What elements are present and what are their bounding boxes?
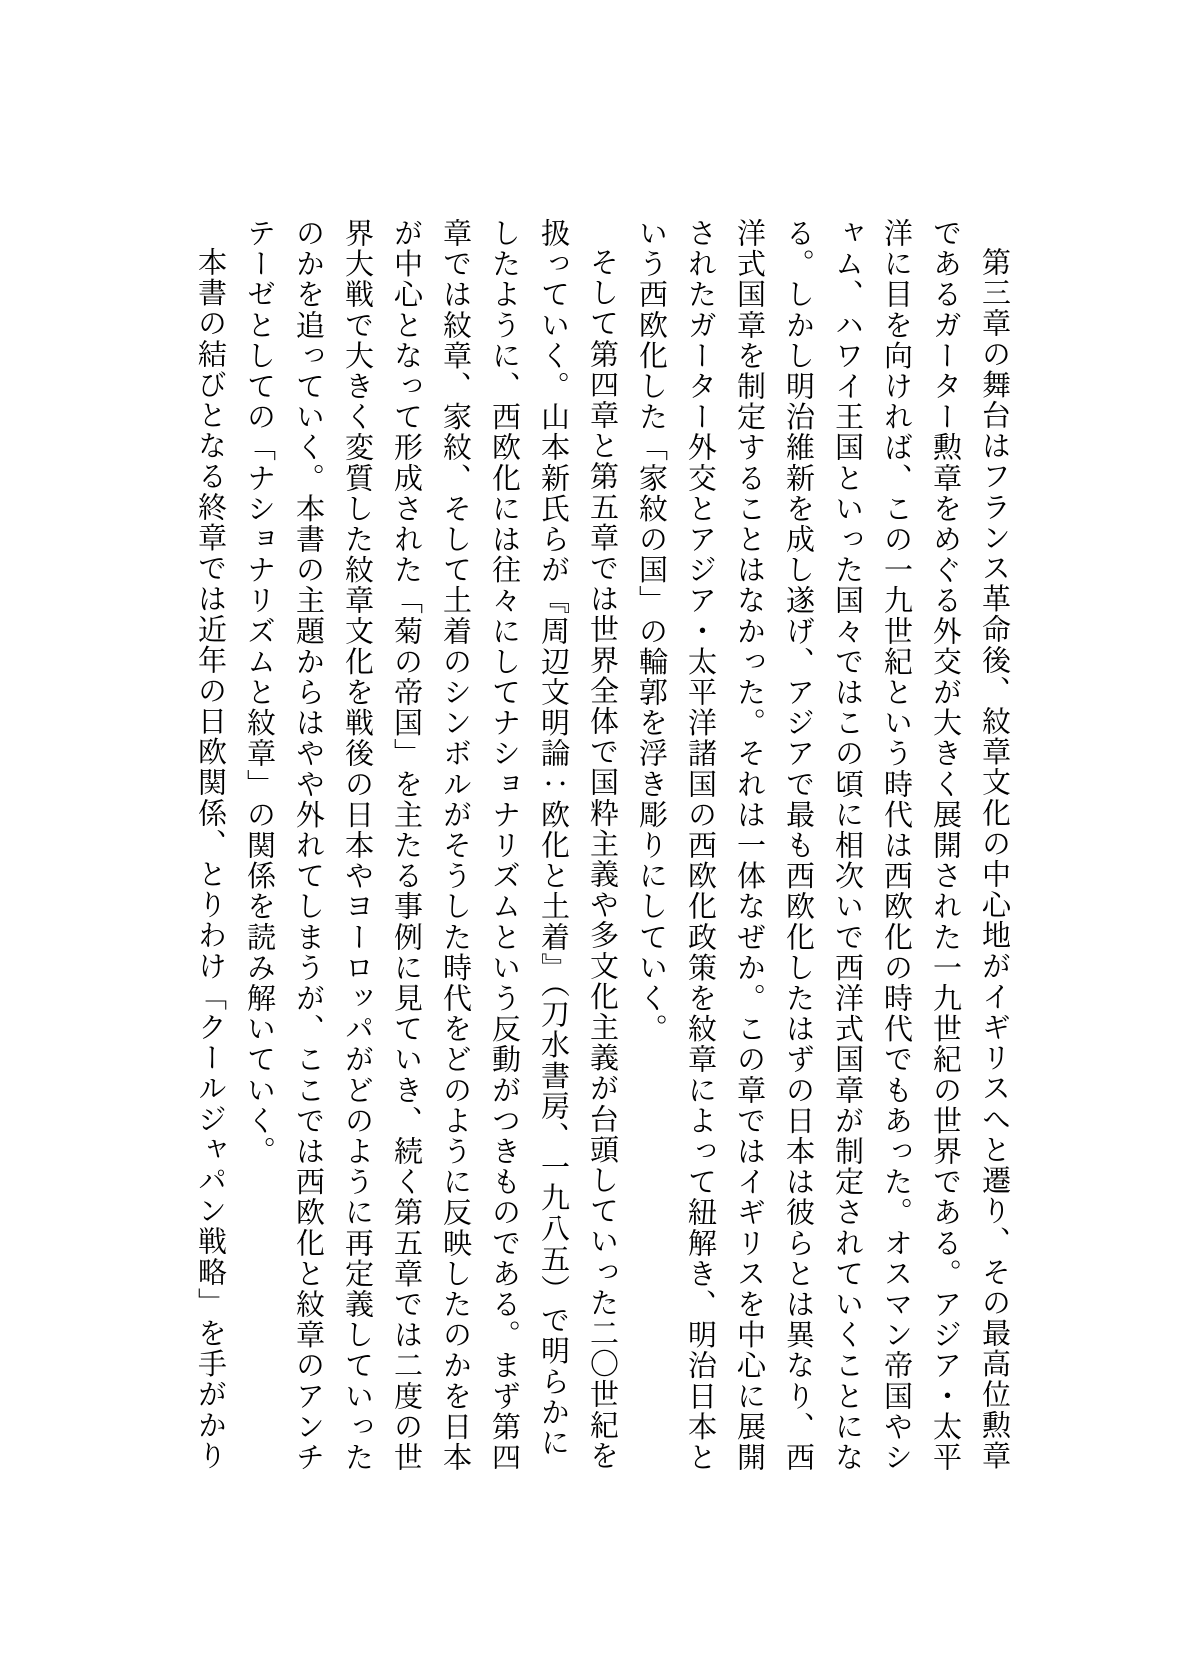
paragraph-chapter-3: 第三章の舞台はフランス革命後、紋章文化の中心地がイギリスへと遷り、その最高位勲章であるガーター勲章をめぐる外交が大きく展開された一九世紀の世界である。アジア・太平洋に目を向ければ、この一九世紀という時代は西欧化の時代でもあった。オスマン帝国やシャム、ハワイ王国といった国々ではこの頃に相次いで西洋式国章が制定されていくことになる。しかし明治維新を成し遂げ、アジアで最も西欧化したはずの日本は彼らとは異なり、西洋式国章を制定することはなかった。それは一体なぜか。この章ではイギリスを中心に展開されたガーター外交とアジア・太平洋諸国の西欧化政策を紋章によって紐解き、明治日本という西欧化した「家紋の国」の輪郭を浮き彫りにしていく。 — [635, 218, 1010, 1473]
paragraph-final-chapter: 本書の結びとなる終章では近年の日欧関係、とりわけ「クールジャパン戦略」を手がかり — [194, 247, 226, 1471]
paragraph-chapters-4-5: そして第四章と第五章では世界全体で国粋主義や多文化主義が台頭していった二〇世紀を扱っていく。山本新氏らが『周辺文明論：欧化と土着』（刀水書房、一九八五）で明らかにしたように、西欧化には往々にしてナショナリズムという反動がつきものである。まず第四章では紋章、家紋、そして土着のシンボルがそうした時代をどのように反映したのかを日本が中心となって形成された「菊の帝国」を主たる事例に見ていき、続く第五章では二度の世界大戦で大きく変質した紋章文化を戦後の日本やヨーロッパがどのように再定義していったのかを追っていく。本書の主題からはやや外れてしまうが、ここでは西欧化と紋章のアンチテーゼとしての「ナショナリズムと紋章」の関係を読み解いていく。 — [243, 218, 618, 1473]
vertical-text-block — [185, 218, 1018, 1474]
